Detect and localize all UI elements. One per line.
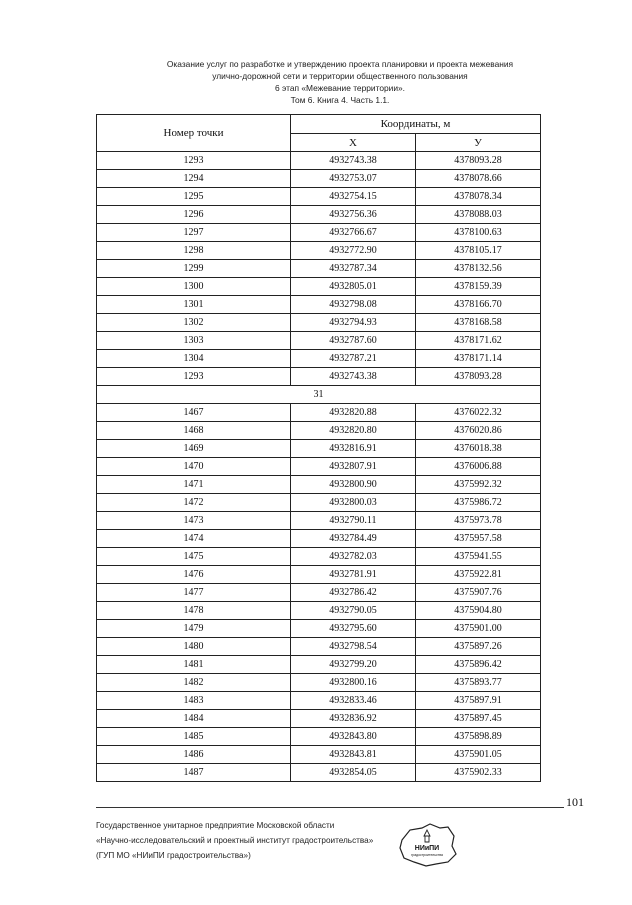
- cell-x: 4932836.92: [291, 710, 416, 728]
- cell-point-number: 1486: [97, 746, 291, 764]
- cell-x: 4932833.46: [291, 692, 416, 710]
- cell-x: 4932854.05: [291, 764, 416, 782]
- cell-x: 4932800.90: [291, 476, 416, 494]
- cell-x: 4932843.80: [291, 728, 416, 746]
- cell-point-number: 1480: [97, 638, 291, 656]
- header-point-number: Номер точки: [97, 115, 291, 152]
- table-row: [97, 242, 541, 260]
- header-line-2: улично-дорожной сети и территории общественного пользования: [212, 71, 468, 81]
- cell-x: 4932800.16: [291, 674, 416, 692]
- cell-x: 4932772.90: [291, 242, 416, 260]
- cell-point-number: 1296: [97, 206, 291, 224]
- table-row: [97, 566, 541, 584]
- coordinates-table: [96, 114, 541, 782]
- cell-point-number: 1299: [97, 260, 291, 278]
- cell-point-number: 1484: [97, 710, 291, 728]
- table-row: [97, 674, 541, 692]
- cell-x: 4932790.05: [291, 602, 416, 620]
- cell-point-number: 1472: [97, 494, 291, 512]
- footer-line-3: (ГУП МО «НИиПИ градостроительства»): [96, 851, 251, 860]
- cell-y: 4378105.17: [416, 242, 541, 260]
- cell-y: 4375973.78: [416, 512, 541, 530]
- cell-point-number: 1487: [97, 764, 291, 782]
- cell-y: 4375904.80: [416, 602, 541, 620]
- table-row: [97, 476, 541, 494]
- table-row: [97, 278, 541, 296]
- table-row: [97, 512, 541, 530]
- cell-point-number: 1298: [97, 242, 291, 260]
- cell-y: 4378093.28: [416, 368, 541, 386]
- cell-point-number: 1303: [97, 332, 291, 350]
- table-row: [97, 548, 541, 566]
- cell-point-number: 1474: [97, 530, 291, 548]
- cell-y: 4375941.55: [416, 548, 541, 566]
- cell-point-number: 1467: [97, 404, 291, 422]
- cell-y: 4378078.66: [416, 170, 541, 188]
- cell-y: 4376020.86: [416, 422, 541, 440]
- cell-y: 4375957.58: [416, 530, 541, 548]
- table-row: [97, 764, 541, 782]
- cell-x: 4932743.38: [291, 368, 416, 386]
- logo-subtext: градостроительства: [411, 853, 443, 857]
- cell-y: 4378168.58: [416, 314, 541, 332]
- cell-x: 4932787.21: [291, 350, 416, 368]
- table-row: [97, 152, 541, 170]
- header-line-4: Том 6. Книга 4. Часть 1.1.: [290, 95, 390, 105]
- cell-x: 4932805.01: [291, 278, 416, 296]
- header-y: У: [416, 134, 541, 152]
- cell-x: 4932787.34: [291, 260, 416, 278]
- cell-y: 4375907.76: [416, 584, 541, 602]
- cell-point-number: 1295: [97, 188, 291, 206]
- table-row: [97, 170, 541, 188]
- header-x: X: [291, 134, 416, 152]
- cell-x: 4932754.15: [291, 188, 416, 206]
- table-row: [97, 728, 541, 746]
- table-row: [97, 224, 541, 242]
- cell-point-number: 1481: [97, 656, 291, 674]
- cell-point-number: 1302: [97, 314, 291, 332]
- cell-y: 4376018.38: [416, 440, 541, 458]
- cell-y: 4375896.42: [416, 656, 541, 674]
- cell-point-number: 1293: [97, 368, 291, 386]
- cell-point-number: 1293: [97, 152, 291, 170]
- footer-line-2: «Научно-исследовательский и проектный институт градостроительства»: [96, 836, 374, 845]
- cell-x: 4932798.54: [291, 638, 416, 656]
- cell-y: 4378132.56: [416, 260, 541, 278]
- cell-y: 4378166.70: [416, 296, 541, 314]
- cell-y: 4375897.91: [416, 692, 541, 710]
- table-row: [97, 314, 541, 332]
- cell-x: 4932798.08: [291, 296, 416, 314]
- cell-point-number: 1471: [97, 476, 291, 494]
- cell-point-number: 1297: [97, 224, 291, 242]
- cell-x: 4932786.42: [291, 584, 416, 602]
- cell-x: 4932794.93: [291, 314, 416, 332]
- cell-y: 4375901.05: [416, 746, 541, 764]
- cell-y: 4378100.63: [416, 224, 541, 242]
- header-coordinates: Координаты, м: [291, 115, 541, 134]
- table-row: [97, 368, 541, 386]
- cell-x: 4932766.67: [291, 224, 416, 242]
- cell-y: 4375901.00: [416, 620, 541, 638]
- cell-y: 4378171.62: [416, 332, 541, 350]
- cell-point-number: 1468: [97, 422, 291, 440]
- table-row: [97, 422, 541, 440]
- cell-x: 4932843.81: [291, 746, 416, 764]
- cell-point-number: 1470: [97, 458, 291, 476]
- table-row: [97, 440, 541, 458]
- cell-x: 4932784.49: [291, 530, 416, 548]
- cell-x: 4932781.91: [291, 566, 416, 584]
- table-row: [97, 458, 541, 476]
- cell-point-number: 1482: [97, 674, 291, 692]
- cell-y: 4375898.89: [416, 728, 541, 746]
- cell-x: 4932756.36: [291, 206, 416, 224]
- table-row: [97, 692, 541, 710]
- document-footer: [96, 818, 373, 863]
- table-row: [97, 620, 541, 638]
- group-label: 31: [97, 386, 541, 404]
- cell-point-number: 1483: [97, 692, 291, 710]
- table-row: [97, 350, 541, 368]
- table-row: [97, 584, 541, 602]
- cell-y: 4378159.39: [416, 278, 541, 296]
- cell-point-number: 1475: [97, 548, 291, 566]
- cell-y: 4375897.26: [416, 638, 541, 656]
- cell-point-number: 1304: [97, 350, 291, 368]
- cell-x: 4932816.91: [291, 440, 416, 458]
- cell-y: 4375893.77: [416, 674, 541, 692]
- cell-x: 4932820.88: [291, 404, 416, 422]
- table-row: [97, 746, 541, 764]
- institute-logo: [396, 822, 458, 868]
- cell-x: 4932795.60: [291, 620, 416, 638]
- logo-text: НИиПИ: [414, 845, 440, 852]
- table-row: [97, 260, 541, 278]
- cell-point-number: 1477: [97, 584, 291, 602]
- table-row: [97, 404, 541, 422]
- table-row: [97, 656, 541, 674]
- cell-y: 4376022.32: [416, 404, 541, 422]
- cell-x: 4932743.38: [291, 152, 416, 170]
- table-row: [97, 494, 541, 512]
- cell-y: 4376006.88: [416, 458, 541, 476]
- cell-y: 4375922.81: [416, 566, 541, 584]
- header-line-1: Оказание услуг по разработке и утверждению проекта планировки и проекта межевания: [166, 59, 514, 69]
- cell-x: 4932787.60: [291, 332, 416, 350]
- footer-line-1: Государственное унитарное предприятие Московской области: [96, 821, 335, 830]
- cell-point-number: 1300: [97, 278, 291, 296]
- cell-x: 4932753.07: [291, 170, 416, 188]
- table-row: [97, 206, 541, 224]
- cell-x: 4932799.20: [291, 656, 416, 674]
- table-row: [97, 530, 541, 548]
- cell-y: 4375897.45: [416, 710, 541, 728]
- cell-point-number: 1469: [97, 440, 291, 458]
- cell-point-number: 1478: [97, 602, 291, 620]
- cell-y: 4378171.14: [416, 350, 541, 368]
- cell-y: 4378088.03: [416, 206, 541, 224]
- cell-point-number: 1301: [97, 296, 291, 314]
- table-row: [97, 332, 541, 350]
- cell-y: 4378078.34: [416, 188, 541, 206]
- group-row: [97, 386, 541, 404]
- table-row: [97, 710, 541, 728]
- cell-point-number: 1476: [97, 566, 291, 584]
- cell-point-number: 1485: [97, 728, 291, 746]
- cell-x: 4932820.80: [291, 422, 416, 440]
- cell-point-number: 1479: [97, 620, 291, 638]
- footer-divider: [96, 807, 564, 808]
- page-number: 101: [566, 795, 584, 809]
- cell-y: 4375986.72: [416, 494, 541, 512]
- cell-x: 4932807.91: [291, 458, 416, 476]
- cell-x: 4932800.03: [291, 494, 416, 512]
- document-header: [60, 58, 620, 106]
- cell-point-number: 1294: [97, 170, 291, 188]
- header-line-3: 6 этап «Межевание территории».: [275, 83, 405, 93]
- cell-x: 4932790.11: [291, 512, 416, 530]
- table-row: [97, 638, 541, 656]
- table-row: [97, 602, 541, 620]
- table-row: [97, 188, 541, 206]
- cell-x: 4932782.03: [291, 548, 416, 566]
- cell-y: 4378093.28: [416, 152, 541, 170]
- table-body: [97, 152, 541, 782]
- cell-y: 4375902.33: [416, 764, 541, 782]
- table-row: [97, 296, 541, 314]
- cell-y: 4375992.32: [416, 476, 541, 494]
- cell-point-number: 1473: [97, 512, 291, 530]
